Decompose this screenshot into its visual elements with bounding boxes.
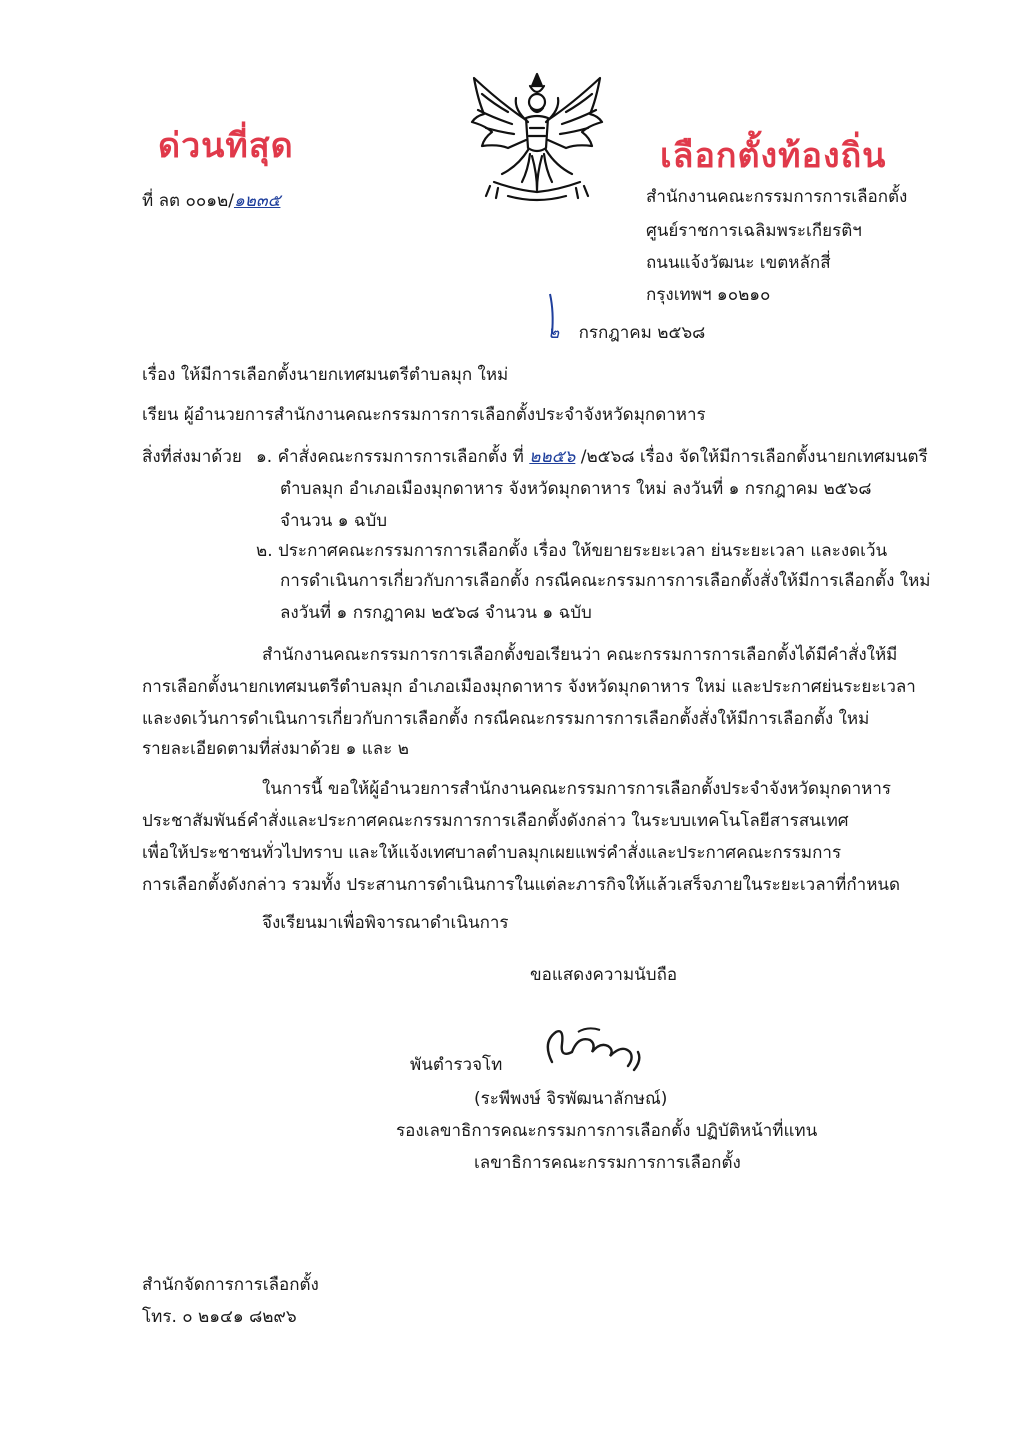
footer-phone: โทร. ๐ ๒๑๔๑ ๘๒๙๖ [142, 1307, 297, 1327]
handwritten-signature-icon [538, 1022, 656, 1074]
urgency-stamp: ด่วนที่สุด [158, 126, 294, 166]
body-paragraph-2-line-4: การเลือกตั้งดังกล่าว รวมทั้ง ประสานการดำเนินการในแต่ละภารกิจให้แล้วเสร็จภายในระยะเวลาที่กำหนด [142, 875, 901, 895]
attachment-1-order-number: ๒๒๕๖ [529, 447, 576, 467]
attachment-item-2-line-2: การดำเนินการเกี่ยวกับการเลือกตั้ง กรณีคณะกรรมการการเลือกตั้งสั่งให้มีการเลือกตั้ง ใหม่ [280, 571, 931, 591]
garuda-emblem-icon [468, 70, 606, 208]
attachment-1-suffix: /๒๕๖๘ เรื่อง จัดให้มีการเลือกตั้งนายกเทศมนตรี [580, 447, 928, 467]
body-paragraph-1-line-4: รายละเอียดตามที่ส่งมาด้วย ๑ และ ๒ [142, 739, 409, 759]
attachment-item-2-line-1: ๒. ประกาศคณะกรรมการการเลือกตั้ง เรื่อง ให้ขยายระยะเวลา ย่นระยะเวลา และงดเว้น [256, 541, 888, 561]
signer-rank: พันตำรวจโท [410, 1055, 503, 1075]
body-paragraph-2-line-2: ประชาสัมพันธ์คำสั่งและประกาศคณะกรรมการการเลือกตั้งดังกล่าว ในระบบเทคโนโลยีสารสนเทศ [142, 811, 849, 831]
reference-prefix: ที่ ลต ๐๐๑๒/ [142, 191, 234, 211]
body-paragraph-1-line-2: การเลือกตั้งนายกเทศมนตรีตำบลมุก อำเภอเมืองมุกดาหาร จังหวัดมุกดาหาร ใหม่ และประกาศย่นระยะเวลา [142, 677, 916, 697]
body-paragraph-1-line-1: สำนักงานคณะกรรมการการเลือกตั้งขอเรียนว่า คณะกรรมการการเลือกตั้งได้มีคำสั่งให้มี [262, 645, 898, 665]
recipient-line: เรียน ผู้อำนวยการสำนักงานคณะกรรมการการเลือกตั้งประจำจังหวัดมุกดาหาร [142, 405, 706, 425]
office-address-line-2: ศูนย์ราชการเฉลิมพระเกียรติฯ [646, 221, 862, 241]
office-address-line-1: สำนักงานคณะกรรมการการเลือกตั้ง [646, 187, 908, 207]
subject-line: เรื่อง ให้มีการเลือกตั้งนายกเทศมนตรีตำบลมุก ใหม่ [142, 365, 509, 385]
signer-name: (ระพีพงษ์ จิรพัฒนาลักษณ์) [474, 1089, 668, 1109]
attachment-1-prefix: ๑. คำสั่งคณะกรรมการการเลือกตั้ง ที่ [256, 447, 524, 467]
footer-department: สำนักจัดการการเลือกตั้ง [142, 1275, 319, 1295]
office-address-line-3: ถนนแจ้งวัฒนะ เขตหลักสี่ [646, 253, 831, 273]
letter-date [548, 318, 705, 348]
reference-number [142, 186, 280, 216]
signer-title-line-1: รองเลขาธิการคณะกรรมการการเลือกตั้ง ปฏิบัติหน้าที่แทน [396, 1121, 818, 1141]
date-day-handwritten: ๒ [548, 323, 560, 343]
office-address-line-4: กรุงเทพฯ ๑๐๒๑๐ [646, 285, 771, 305]
attachment-item-2-line-3: ลงวันที่ ๑ กรกฎาคม ๒๕๖๘ จำนวน ๑ ฉบับ [280, 603, 592, 623]
body-paragraph-2-line-3: เพื่อให้ประชาชนทั่วไปทราบ และให้แจ้งเทศบาลตำบลมุกเผยแพร่คำสั่งและประกาศคณะกรรมการ [142, 843, 842, 863]
attachment-item-1-line-3: จำนวน ๑ ฉบับ [280, 511, 388, 531]
attachments-label: สิ่งที่ส่งมาด้วย [142, 447, 242, 467]
attachment-item-1-line-2: ตำบลมุก อำเภอเมืองมุกดาหาร จังหวัดมุกดาหาร ใหม่ ลงวันที่ ๑ กรกฎาคม ๒๕๖๘ [280, 479, 872, 499]
body-paragraph-1-line-3: และงดเว้นการดำเนินการเกี่ยวกับการเลือกตั้ง กรณีคณะกรรมการการเลือกตั้งสั่งให้มีการเลือกตั้ง ใหม่ [142, 709, 870, 729]
reference-handwritten-number: ๑๒๓๕ [233, 191, 281, 211]
date-month-year: กรกฎาคม ๒๕๖๘ [578, 323, 706, 343]
signer-title-line-2: เลขาธิการคณะกรรมการการเลือกตั้ง [474, 1153, 741, 1173]
attachment-item-1-first-line [256, 442, 928, 472]
closing-request: จึงเรียนมาเพื่อพิจารณาดำเนินการ [262, 913, 509, 933]
election-type-stamp: เลือกตั้งท้องถิ่น [660, 136, 887, 176]
body-paragraph-2-line-1: ในการนี้ ขอให้ผู้อำนวยการสำนักงานคณะกรรมการการเลือกตั้งประจำจังหวัดมุกดาหาร [262, 779, 891, 799]
closing-salutation: ขอแสดงความนับถือ [530, 965, 678, 985]
